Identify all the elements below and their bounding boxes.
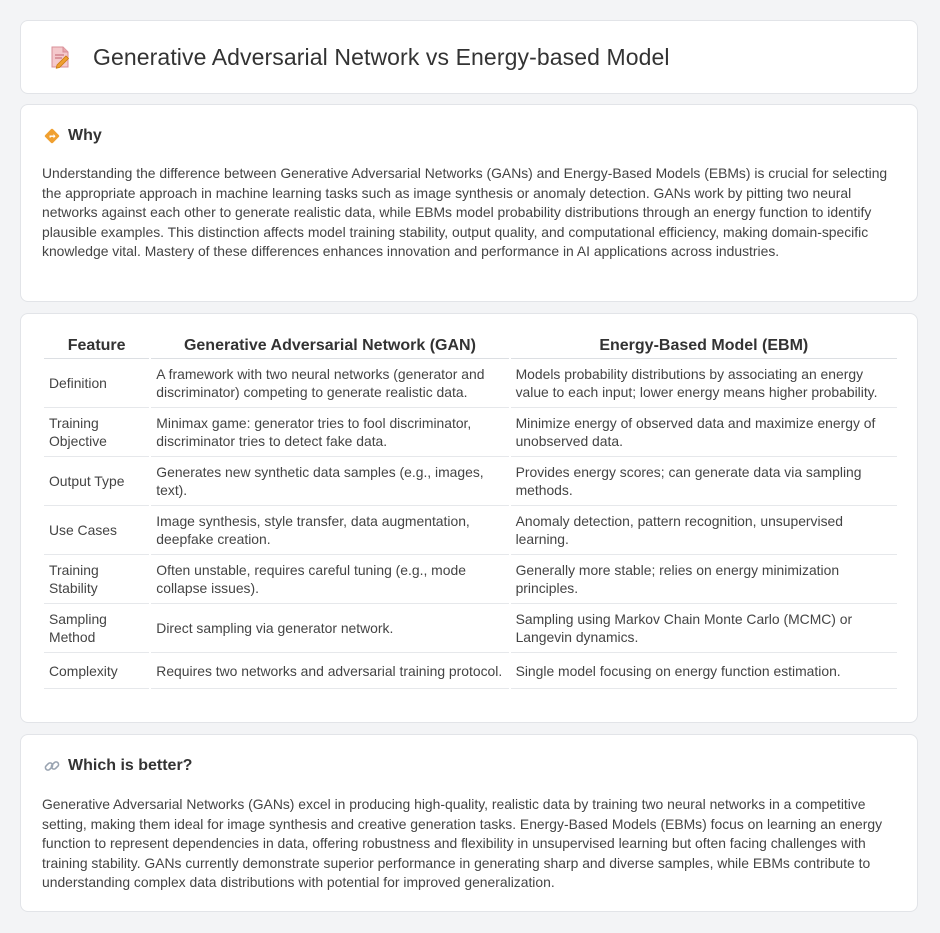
ebm-cell: Sampling using Markov Chain Monte Carlo (MCMC) or Langevin dynamics.: [511, 604, 897, 653]
better-text: Generative Adversarial Networks (GANs) excel in producing high-quality, realistic data by training two neural networks in a competitive setting, making them ideal for image synthesis and creative generation tasks. Energy-Based Models (EBMs) focus on learning an energy function to represent dependencies in data, offering robustness and flexibility in unsupervised learning but often facing challenges with training stability. GANs currently demonstrate superior performance in generating sharp and diverse samples, while EBMs contribute to understanding complex data distributions with potential for improved generalization.: [42, 796, 883, 891]
link-icon: [43, 757, 61, 775]
gan-cell: Minimax game: generator tries to fool discriminator, discriminator tries to detect fake data.: [151, 408, 508, 457]
ebm-cell: Minimize energy of observed data and maximize energy of unobserved data.: [511, 408, 897, 457]
why-heading: [43, 127, 102, 145]
table-row: [44, 653, 897, 689]
why-title: Why: [68, 127, 102, 144]
diamond-directions-icon: [43, 127, 61, 145]
ebm-cell: Single model focusing on energy function estimation.: [511, 653, 897, 689]
comparison-card: [20, 313, 918, 723]
comparison-table: [42, 333, 899, 689]
gan-cell: Image synthesis, style transfer, data augmentation, deepfake creation.: [151, 506, 508, 555]
gan-cell: A framework with two neural networks (generator and discriminator) competing to generate realistic data.: [151, 359, 508, 408]
ebm-cell: Provides energy scores; can generate data via sampling methods.: [511, 457, 897, 506]
feature-cell: Output Type: [44, 457, 149, 506]
ebm-cell: Models probability distributions by associating an energy value to each input; lower energy means higher probability.: [511, 359, 897, 408]
which-is-better-card: [20, 734, 918, 912]
header-feature: Feature: [44, 333, 149, 359]
gan-cell: Direct sampling via generator network.: [151, 604, 508, 653]
table-row: [44, 506, 897, 555]
document-edit-icon: [47, 44, 73, 70]
page-title: Generative Adversarial Network vs Energy-based Model: [93, 43, 670, 70]
better-heading: [43, 757, 192, 775]
why-card: [20, 104, 918, 302]
table-row: [44, 359, 897, 408]
ebm-cell: Anomaly detection, pattern recognition, unsupervised learning.: [511, 506, 897, 555]
feature-cell: Complexity: [44, 653, 149, 689]
feature-cell: Training Stability: [44, 555, 149, 604]
header-card: [20, 20, 918, 94]
gan-cell: Often unstable, requires careful tuning (e.g., mode collapse issues).: [151, 555, 508, 604]
feature-cell: Sampling Method: [44, 604, 149, 653]
table-row: [44, 408, 897, 457]
feature-cell: Use Cases: [44, 506, 149, 555]
header-gan: Generative Adversarial Network (GAN): [151, 333, 508, 359]
gan-cell: Generates new synthetic data samples (e.g., images, text).: [151, 457, 508, 506]
table-row: [44, 555, 897, 604]
table-row: [44, 457, 897, 506]
feature-cell: Training Objective: [44, 408, 149, 457]
ebm-cell: Generally more stable; relies on energy minimization principles.: [511, 555, 897, 604]
why-text: Understanding the difference between Generative Adversarial Networks (GANs) and Energy-Based Models (EBMs) is crucial for selecting the appropriate approach in machine learning tasks such as image synthesis or anomaly detection. GANs work by pitting two neural networks against each other to generate realistic data, while EBMs model probability distributions through an energy function to identify plausible examples. This distinction affects model training stability, output quality, and computational efficiency, making domain-specific knowledge vital. Mastery of these differences enhances innovation and performance in AI applications across industries.: [42, 165, 888, 260]
table-header-row: [44, 333, 897, 359]
table-row: [44, 604, 897, 653]
feature-cell: Definition: [44, 359, 149, 408]
gan-cell: Requires two networks and adversarial training protocol.: [151, 653, 508, 689]
better-title: Which is better?: [68, 757, 193, 774]
header-ebm: Energy-Based Model (EBM): [511, 333, 897, 359]
